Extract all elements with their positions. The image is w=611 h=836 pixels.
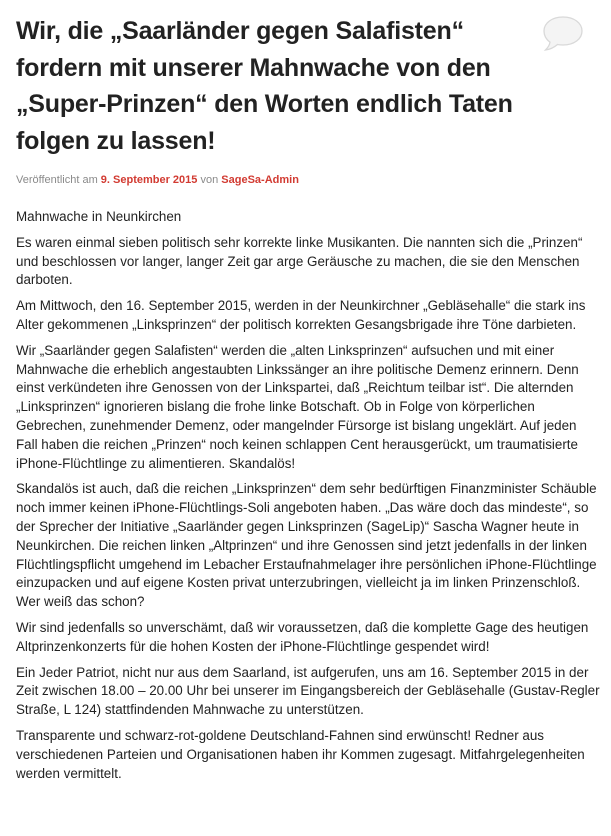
paragraph: Wir sind jedenfalls so unverschämt, daß wir voraussetzen, daß die komplette Gage des heutigen Altprinzenkonzerts für die hohen Kosten der iPhone-Flüchtlinge gespendet wird!: [16, 619, 589, 654]
post-title[interactable]: Wir, die „Saarländer gegen Salafisten“ fordern mit unserer Mahnwache von den „Super-Prinzen“ den Worten endlich Taten folgen zu lassen!: [16, 17, 513, 155]
published-prefix: Veröffentlicht am: [16, 174, 98, 186]
post-content: [16, 208, 601, 783]
paragraph: Transparente und schwarz-rot-goldene Deutschland-Fahnen sind erwünscht! Redner aus verschiedenen Parteien und Organisationen haben ihr Kommen zugesagt. Mitfahrgelegenheiten werden vermittelt.: [16, 727, 585, 781]
speech-bubble-icon[interactable]: [541, 14, 585, 54]
paragraph: Mahnwache in Neunkirchen: [16, 209, 182, 224]
paragraph: Wir „Saarländer gegen Salafisten“ werden die „alten Linksprinzen“ aufsuchen und mit einer Mahnwache die erheblich angestaubten Linkssänger an ihre politische Demenz erinnern. Denn einst verkündeten ihre Genossen von der Linkspartei, daß „Reichtum teilbar ist“. Die alternden „Linksprinzen“ ignorieren bislang die frohe linke Botschaft. Ob in Folge von körperlichen Gebrechen, zunehmender Demenz, oder mangelnder Fürsorge ist bislang ungeklärt. Auf jeden Fall haben die reichen „Prinzen“ noch keinen schlappen Cent herausgerückt, um traumatisierte iPhone-Flüchtlinge zu alimentieren. Skandalös!: [16, 342, 579, 471]
paragraph: Am Mittwoch, den 16. September 2015, werden in der Neunkirchner „Gebläsehalle“ die stark ins Alter gekommenen „Linksprinzen“ der politisch korrekten Gesangsbrigade ihre Töne darbieten.: [16, 298, 586, 332]
paragraph: Es waren einmal sieben politisch sehr korrekte linke Musikanten. Die nannten sich die „Prinzen“ und beschlossen vor langer, langer Zeit gar arge Geräusche zu machen, die sie den Menschen darboten.: [16, 234, 583, 288]
post-date-link[interactable]: 9. September 2015: [100, 174, 198, 186]
paragraph: Ein Jeder Patriot, nicht nur aus dem Saarland, ist aufgerufen, uns am 16. September 2015 in der Zeit zwischen 18.00 – 20.00 Uhr bei unserer im Eingangsbereich der Gebläsehalle (Gustav-Regler Straße, L 124) stattfindenden Mahnwache zu unterstützen.: [16, 664, 600, 718]
post-author-link[interactable]: SageSa-Admin: [221, 174, 299, 186]
by-word: von: [200, 174, 219, 186]
paragraph: Skandalös ist auch, daß die reichen „Linksprinzen“ dem sehr bedürftigen Finanzminister Schäuble noch immer keinen iPhone-Flüchtlings-Soli angeboten haben. „Das wäre doch das mindeste“, so der Sprecher der Initiative „Saarländer gegen Linksprinzen (SageLip)“ Sascha Wagner heute in Neunkirchen. Die reichen linken „Altprinzen“ und ihre Genossen sind jetzt jedenfalls in der linken Flüchtlingspflicht umgehend im Lebacher Erstaufnahmelager ihre persönlichen iPhone-Flüchtlinge einzupacken und auf eigene Kosten privat unterzubringen, vielleicht ja im linken Prinzenschloß. Wer weiß das schon?: [16, 481, 597, 610]
post-meta: [16, 173, 601, 187]
blog-post: [16, 0, 601, 790]
